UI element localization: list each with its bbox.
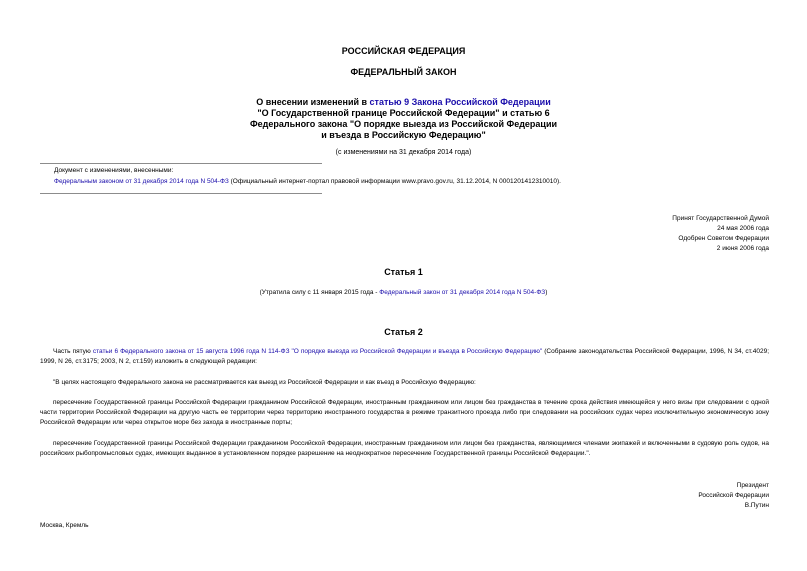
article-2-paragraph-2: "В целях настоящего Федерального закона не рассматривается как выезд из Российской Федерации и как въезд в Российскую Федерацию:: [53, 379, 476, 386]
adopted-duma: Принят Государственной Думой: [672, 215, 769, 222]
approved-council-date: 2 июня 2006 года: [716, 245, 769, 252]
article-2-paragraph-3: пересечение Государственной границы Российской Федерации гражданином Российской Федерации, иностранным гражданином или лицом без гражданства в течение срока действия имеющейся у него визы при следовании с одной части территории Российской Федерации на другую часть ее территории через территорию иностранного государства в режиме транзитного проезда либо при следовании на российских судах через исключительную экономическую зону Российской Федерации или через открытое море без захода в иностранные порты;: [40, 399, 769, 426]
signing-place: Москва, Кремль: [40, 522, 89, 529]
title-line-4: и въезда в Российскую Федерацию": [321, 130, 486, 140]
title-line-3: Федерального закона "О порядке выезда из Российской Федерации: [249, 119, 558, 129]
article-2-heading: Статья 2: [384, 327, 423, 337]
article-1-note: [0, 288, 807, 298]
changes-heading: Документ с изменениями, внесенными:: [54, 167, 174, 174]
title-law-link[interactable]: статью 9 Закона Российской Федерации: [369, 97, 551, 107]
adoption-block: [672, 214, 769, 254]
changes-top-rule: [40, 163, 322, 164]
p1-prefix: Часть пятую: [53, 348, 93, 355]
document-title: [0, 97, 807, 141]
title-line-2: "О Государственной границе Российской Федерации" и статью 6: [257, 108, 550, 118]
title-prefix: О внесении изменений в: [256, 97, 370, 107]
article-1-heading: Статья 1: [384, 267, 423, 277]
changes-source-line: [54, 177, 561, 187]
article-2-paragraph-4: пересечение Государственной границы Российской Федерации гражданином Российской Федерации, иностранным гражданином или лицом без гражданства, являющимися членами экипажей и включенными в судовую роль судов, на российских рыбопромысловых судах, имеющих выданное в установленном порядке разрешение на неоднократное пересечение Государственной границы Российской Федерации.".: [40, 440, 769, 457]
approved-council: Одобрен Советом Федерации: [678, 235, 769, 242]
signature-title: Президент: [736, 482, 769, 489]
edition-note: (с изменениями на 31 декабря 2014 года): [335, 149, 472, 156]
title-line-1: [0, 97, 807, 108]
country-heading: РОССИЙСКАЯ ФЕДЕРАЦИЯ: [341, 46, 466, 56]
changes-bottom-rule: [40, 193, 322, 194]
article-1-note-prefix: (Утратила силу с 11 января 2015 года -: [259, 289, 380, 296]
law-type-heading: ФЕДЕРАЛЬНЫЙ ЗАКОН: [350, 67, 457, 77]
changes-source: (Официальный интернет-портал правовой информации www.pravo.gov.ru, 31.12.2014, N 0001201412310010).: [228, 178, 561, 185]
p1-suffix: (Собрание законодательства Российской Федерации, 1996, N 34, ст.4029; 1999, N 26, ст.3175; 2003, N 2, ст.159) изложить в следующей редакции:: [40, 348, 769, 365]
signature-block: [698, 481, 769, 511]
article-1-note-suffix: ): [545, 289, 548, 296]
amended-article-link[interactable]: статьи 6 Федерального закона от 15 августа 1996 года N 114-ФЗ "О порядке выезда из Российской Федерации и въезда в Российскую Федерацию": [92, 348, 543, 355]
adopted-duma-date: 24 мая 2006 года: [717, 225, 769, 232]
amending-law-link[interactable]: Федеральным законом от 31 декабря 2014 года N 504-ФЗ: [54, 178, 229, 185]
signature-name: В.Путин: [744, 502, 769, 509]
signature-country: Российской Федерации: [698, 492, 769, 499]
article-1-repeal-link[interactable]: Федеральный закон от 31 декабря 2014 года N 504-ФЗ: [379, 289, 546, 296]
article-2-paragraph-1: [40, 347, 769, 367]
